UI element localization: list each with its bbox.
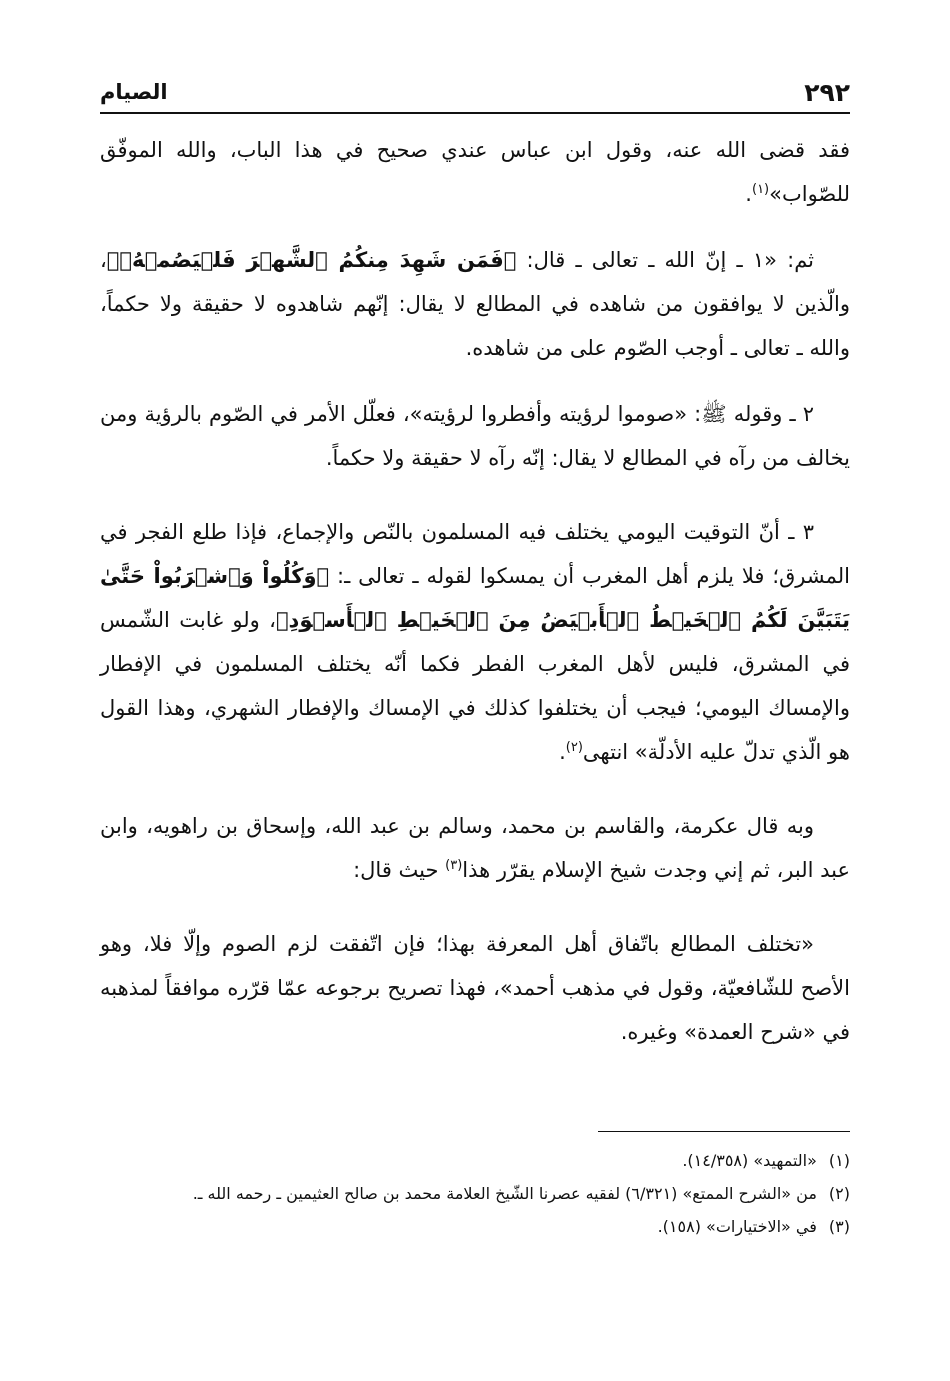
- paragraph-3: [100, 392, 850, 480]
- footnote-ref-3: (٣): [445, 858, 463, 873]
- paragraph-2: [100, 238, 850, 370]
- main-text: [100, 128, 850, 1068]
- paragraph-4: [100, 510, 850, 774]
- paragraph-1-tail: .: [745, 182, 752, 206]
- footnote-2: [100, 1177, 850, 1210]
- paragraph-2-lead: ثم: «١ ـ إنّ الله ـ تعالى ـ قال:: [516, 248, 815, 272]
- paragraph-5: [100, 804, 850, 892]
- paragraph-6: [100, 922, 850, 1054]
- paragraph-2-rest: ، والّذين لا يوافقون من شاهده في المطالع لا يقال: إنّهم شاهدوه لا حقيقة ولا حكماً، والله ـ تعالى ـ أوجب الصّوم على من شاهده.: [100, 248, 850, 360]
- paragraph-3-text: ٢ ـ وقوله ﷺ: «صوموا لرؤيته وأفطروا لرؤيته»، فعلّل الأمر في الصّوم بالرؤية ومن يخالف من رآه في المطالع لا يقال: إنّه رآه لا حقيقة ولا حكماً.: [100, 402, 850, 470]
- footnote-3: [100, 1210, 850, 1243]
- running-title: الصيام: [100, 80, 168, 104]
- footnote-text: في «الاختيارات» (١٥٨).: [657, 1217, 817, 1236]
- footnote-1: [100, 1144, 850, 1177]
- paragraph-5-tail: حيث قال:: [353, 858, 446, 882]
- footnote-number: (٣): [828, 1217, 850, 1236]
- footnote-ref-2: (٢): [565, 740, 583, 755]
- quran-verse-1: ﴿فَمَن شَهِدَ مِنكُمُ ٱلشَّهۡرَ فَلۡيَصُمۡهُۖ﴾: [106, 248, 517, 272]
- book-page: [100, 0, 850, 1381]
- footnote-number: (١): [828, 1151, 850, 1170]
- footnote-text: «التمهيد» (١٤/٣٥٨).: [682, 1151, 817, 1170]
- header-divider: [100, 112, 850, 114]
- paragraph-6-text: «تختلف المطالع باتّفاق أهل المعرفة بهذا؛ فإن اتّفقت لزم الصوم وإلّا فلا، وهو الأصح للشّافعيّة، وقول في مذهب أحمد»، فهذا تصريح برجوعه عمّا قرّره موافقاً لمذهبه في «شرح العمدة» وغيره.: [100, 932, 850, 1044]
- footnote-text: من «الشرح الممتع» (٦/٣٢١) لفقيه عصرنا الشّيخ العلامة محمد بن صالح العثيمين ـ رحمه الله ـ.: [192, 1184, 817, 1203]
- quran-verse-2: ﴿وَكُلُواْ وَٱشۡرَبُواْ حَتَّىٰ يَتَبَيَّنَ لَكُمُ ٱلۡخَيۡطُ ٱلۡأَبۡيَضُ مِنَ ٱلۡخَيۡطِ ٱلۡأَسۡوَدِ﴾: [100, 564, 851, 632]
- paragraph-1-text: فقد قضى الله عنه، وقول ابن عباس عندي صحيح في هذا الباب، والله الموفّق للصّواب»: [100, 138, 850, 206]
- footnotes: [100, 1144, 850, 1243]
- paragraph-5-text: وبه قال عكرمة، والقاسم بن محمد، وسالم بن عبد الله، وإسحاق بن راهويه، وابن عبد البر، ثم إني وجدت شيخ الإسلام يقرّر هذا: [100, 814, 850, 882]
- page-number: ٢٩٢: [804, 77, 850, 107]
- footnote-number: (٢): [828, 1184, 850, 1203]
- page-header: [100, 74, 850, 110]
- footnote-ref-1: (١): [751, 182, 770, 197]
- paragraph-4-tail: .: [559, 740, 566, 764]
- paragraph-4-rest: ، ولو غابت الشّمس في المشرق، فليس لأهل المغرب الفطر فكما أنّه يختلف المسلمون في الإفطار والإمساك اليومي؛ فيجب أن يختلفوا كذلك في الإمساك والإفطار الشهري، وهذا القول هو الّذي تدلّ عليه الأدلّة» انتهى: [100, 608, 850, 764]
- paragraph-1: [100, 128, 850, 216]
- footnote-divider: [598, 1131, 850, 1132]
- paragraph-4-lead: ٣ ـ أنّ التوقيت اليومي يختلف فيه المسلمون بالنّص والإجماع، فإذا طلع الفجر في المشرق؛ فلا يلزم أهل المغرب أن يمسكوا لقوله ـ تعالى ـ:: [100, 520, 850, 588]
